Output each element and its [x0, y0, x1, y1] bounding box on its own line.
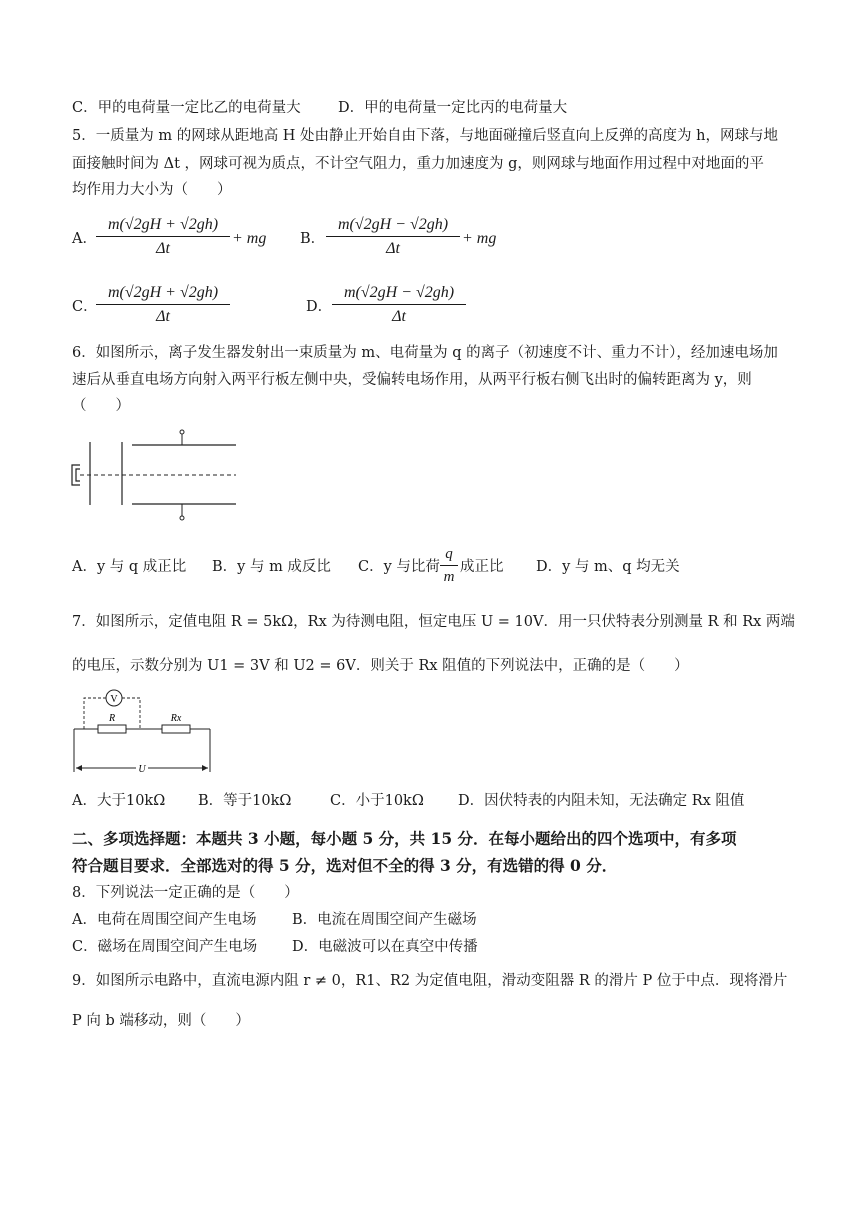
ion-deflection-diagram [66, 425, 246, 525]
q5-option-a-numerator: m(√2gH + √2gh) [96, 216, 230, 237]
q6-option-c-pre: C．y 与比荷 [358, 559, 440, 575]
q7-stem-line2: 的电压，示数分别为 U1 = 3V 和 U2 = 6V．则关于 Rx 阻值的下列说法中，正确的是（ ） [72, 658, 689, 674]
q9-stem-line1: 9．如图所示电路中，直流电源内阻 r ≠ 0，R1、R2 为定值电阻，滑动变阻器 R 的滑片 P 位于中点．现将滑片 [72, 973, 788, 989]
q5-option-c-denominator: Δt [156, 308, 170, 325]
q6-option-c-post: 成正比 [460, 559, 504, 575]
q5-option-a-label: A． [72, 231, 97, 247]
q9-stem-line2: P 向 b 端移动，则（ ） [72, 1013, 250, 1029]
q5-option-d-label: D． [306, 299, 333, 315]
q8-option-b: B．电流在周围空间产生磁场 [292, 912, 477, 928]
q7-option-b: B．等于10kΩ [198, 793, 292, 809]
q8-option-c: C．磁场在周围空间产生电场 [72, 939, 258, 955]
q6-option-c-fraction [440, 546, 458, 586]
q4-option-c: C．甲的电荷量一定比乙的电荷量大 [72, 100, 301, 116]
q7-option-d: D．因伏特表的内阻未知，无法确定 Rx 阻值 [458, 793, 745, 809]
q8-stem: 8．下列说法一定正确的是（ ） [72, 885, 299, 901]
q6-stem-line3: （ ） [72, 398, 130, 414]
q6-option-c-denominator: m [443, 569, 455, 585]
q6-option-d: D．y 与 m、q 均无关 [536, 559, 680, 575]
q5-option-c-numerator: m(√2gH + √2gh) [96, 284, 230, 305]
resistor-rx-label: Rx [170, 713, 182, 724]
q5-option-d-fraction [332, 284, 466, 326]
q5-option-d-numerator: m(√2gH − √2gh) [332, 284, 466, 305]
q7-option-a: A．大于10kΩ [72, 793, 166, 809]
q5-stem-line1: 5．一质量为 m 的网球从距地高 H 处由静止开始自由下落，与地面碰撞后竖直向上反弹的高度为 h，网球与地 [72, 128, 779, 144]
section2-heading-line2: 符合题目要求．全部选对的得 5 分，选对但不全的得 3 分，有选错的得 0 分． [72, 856, 618, 875]
q6-option-c-numerator: q [440, 546, 458, 566]
q5-option-c-fraction [96, 284, 230, 326]
q8-option-d: D．电磁波可以在真空中传播 [292, 939, 478, 955]
q5-option-d-denominator: Δt [392, 308, 406, 325]
q5-stem-line3: 均作用力大小为（ ） [72, 182, 232, 198]
resistor-r-label: R [108, 713, 116, 724]
q5-option-a-denominator: Δt [156, 240, 170, 257]
q6-option-b: B．y 与 m 成反比 [212, 559, 331, 575]
voltmeter-label: V [110, 694, 118, 705]
q7-stem-line1: 7．如图所示，定值电阻 R = 5kΩ，Rx 为待测电阻，恒定电压 U = 10V．用一只伏特表分别测量 R 和 Rx 两端 [72, 614, 795, 630]
q5-option-b-fraction [326, 216, 460, 258]
q4-option-d: D．甲的电荷量一定比丙的电荷量大 [338, 100, 568, 116]
q5-option-a-tail: + mg [232, 230, 267, 247]
q7-option-c: C．小于10kΩ [330, 793, 424, 809]
q5-option-c-label: C． [72, 299, 98, 315]
q6-stem-line1: 6．如图所示，离子发生器发射出一束质量为 m、电荷量为 q 的离子（初速度不计、重力不计），经加速电场加 [72, 345, 778, 361]
q5-stem-line2: 面接触时间为 Δt ，网球可视为质点，不计空气阻力，重力加速度为 g，则网球与地面作用过程中对地面的平 [72, 156, 764, 172]
section2-heading-line1: 二、多项选择题：本题共 3 小题，每小题 5 分，共 15 分．在每小题给出的四个选项中，有多项 [72, 829, 737, 848]
q5-option-b-label: B． [300, 231, 326, 247]
q5-option-b-denominator: Δt [386, 240, 400, 257]
q8-option-a: A．电荷在周围空间产生电场 [72, 912, 257, 928]
voltmeter-circuit-diagram [70, 686, 215, 776]
q6-stem-line2: 速后从垂直电场方向射入两平行板左侧中央，受偏转电场作用，从两平行板右侧飞出时的偏转距离为 y，则 [72, 372, 752, 388]
q5-option-b-tail: + mg [462, 230, 497, 247]
q5-option-a-fraction [96, 216, 230, 258]
q6-option-a: A．y 与 q 成正比 [72, 559, 187, 575]
q5-option-b-numerator: m(√2gH − √2gh) [326, 216, 460, 237]
voltage-u-label: U [138, 764, 146, 775]
